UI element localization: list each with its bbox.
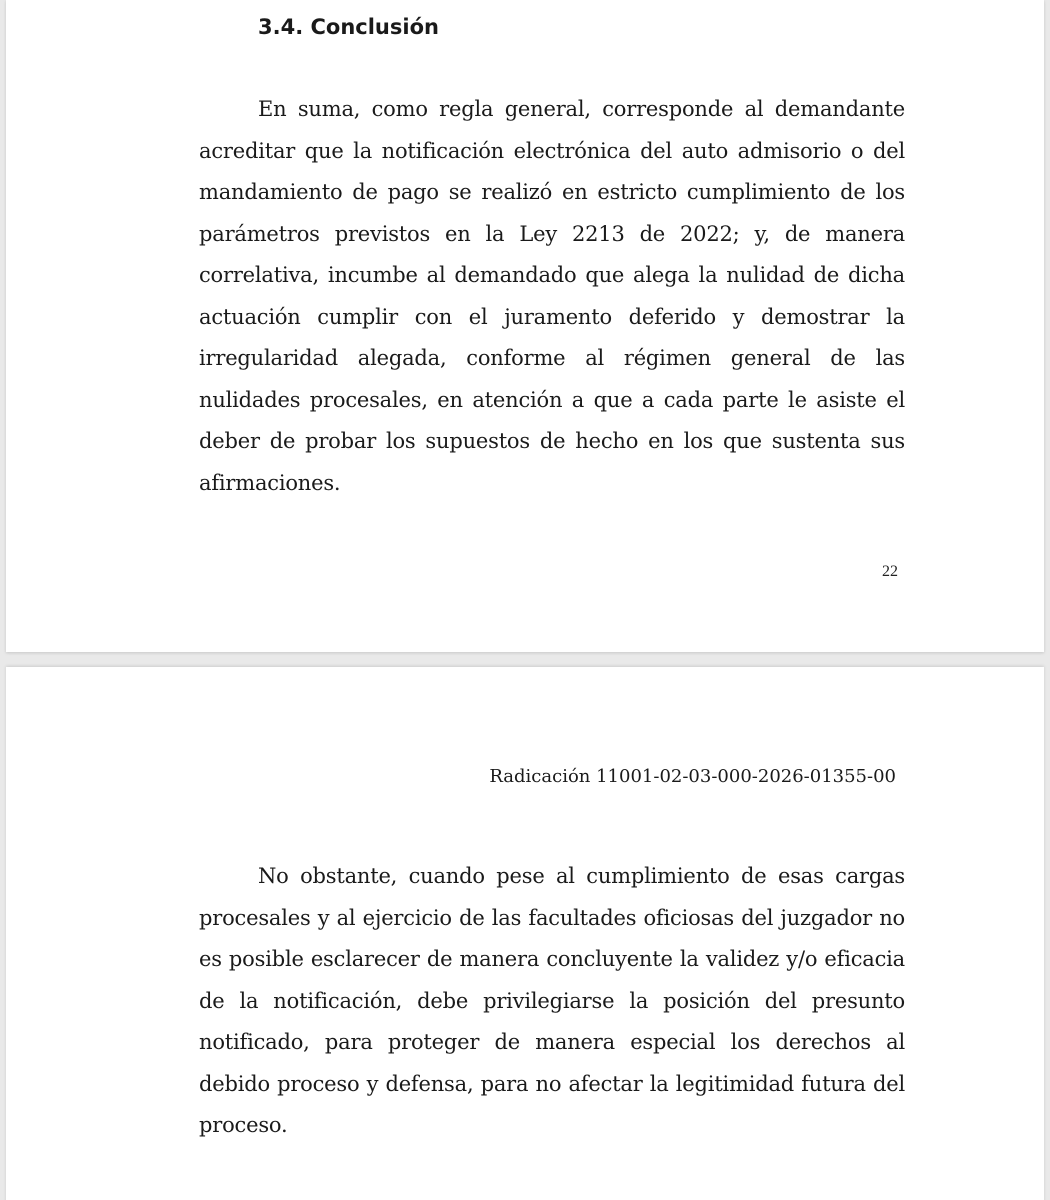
- document-page-22: [6, 0, 1044, 652]
- body-paragraph: En suma, como regla general, corresponde al demandante acreditar que la notificación electrónica del auto admisorio o del mandamiento de pago se realizó en estricto cumplimiento de los parámetros previstos en la Ley 2213 de 2022; y, de manera correlativa, incumbe al demandado que alega la nulidad de dicha actuación cumplir con el juramento deferido y demostrar la irregularidad alegada, conforme al régimen general de las nulidades procesales, en atención a que a cada parte le asiste el deber de probar los supuestos de hecho en los que sustenta sus afirmaciones.: [199, 97, 905, 495]
- page-header-radicacion: Radicación 11001-02-03-000-2026-01355-00: [489, 766, 896, 787]
- page-number: 22: [882, 563, 898, 580]
- document-page-23: [6, 667, 1044, 1200]
- body-paragraph: No obstante, cuando pese al cumplimiento de esas cargas procesales y al ejercicio de las facultades oficiosas del juzgador no es posible esclarecer de manera concluyente la validez y/o eficacia de la notificación, debe privilegiarse la posición del presunto notificado, para proteger de manera especial los derechos al debido proceso y defensa, para no afectar la legitimidad futura del proceso.: [199, 864, 905, 1137]
- section-heading: 3.4. Conclusión: [258, 15, 439, 39]
